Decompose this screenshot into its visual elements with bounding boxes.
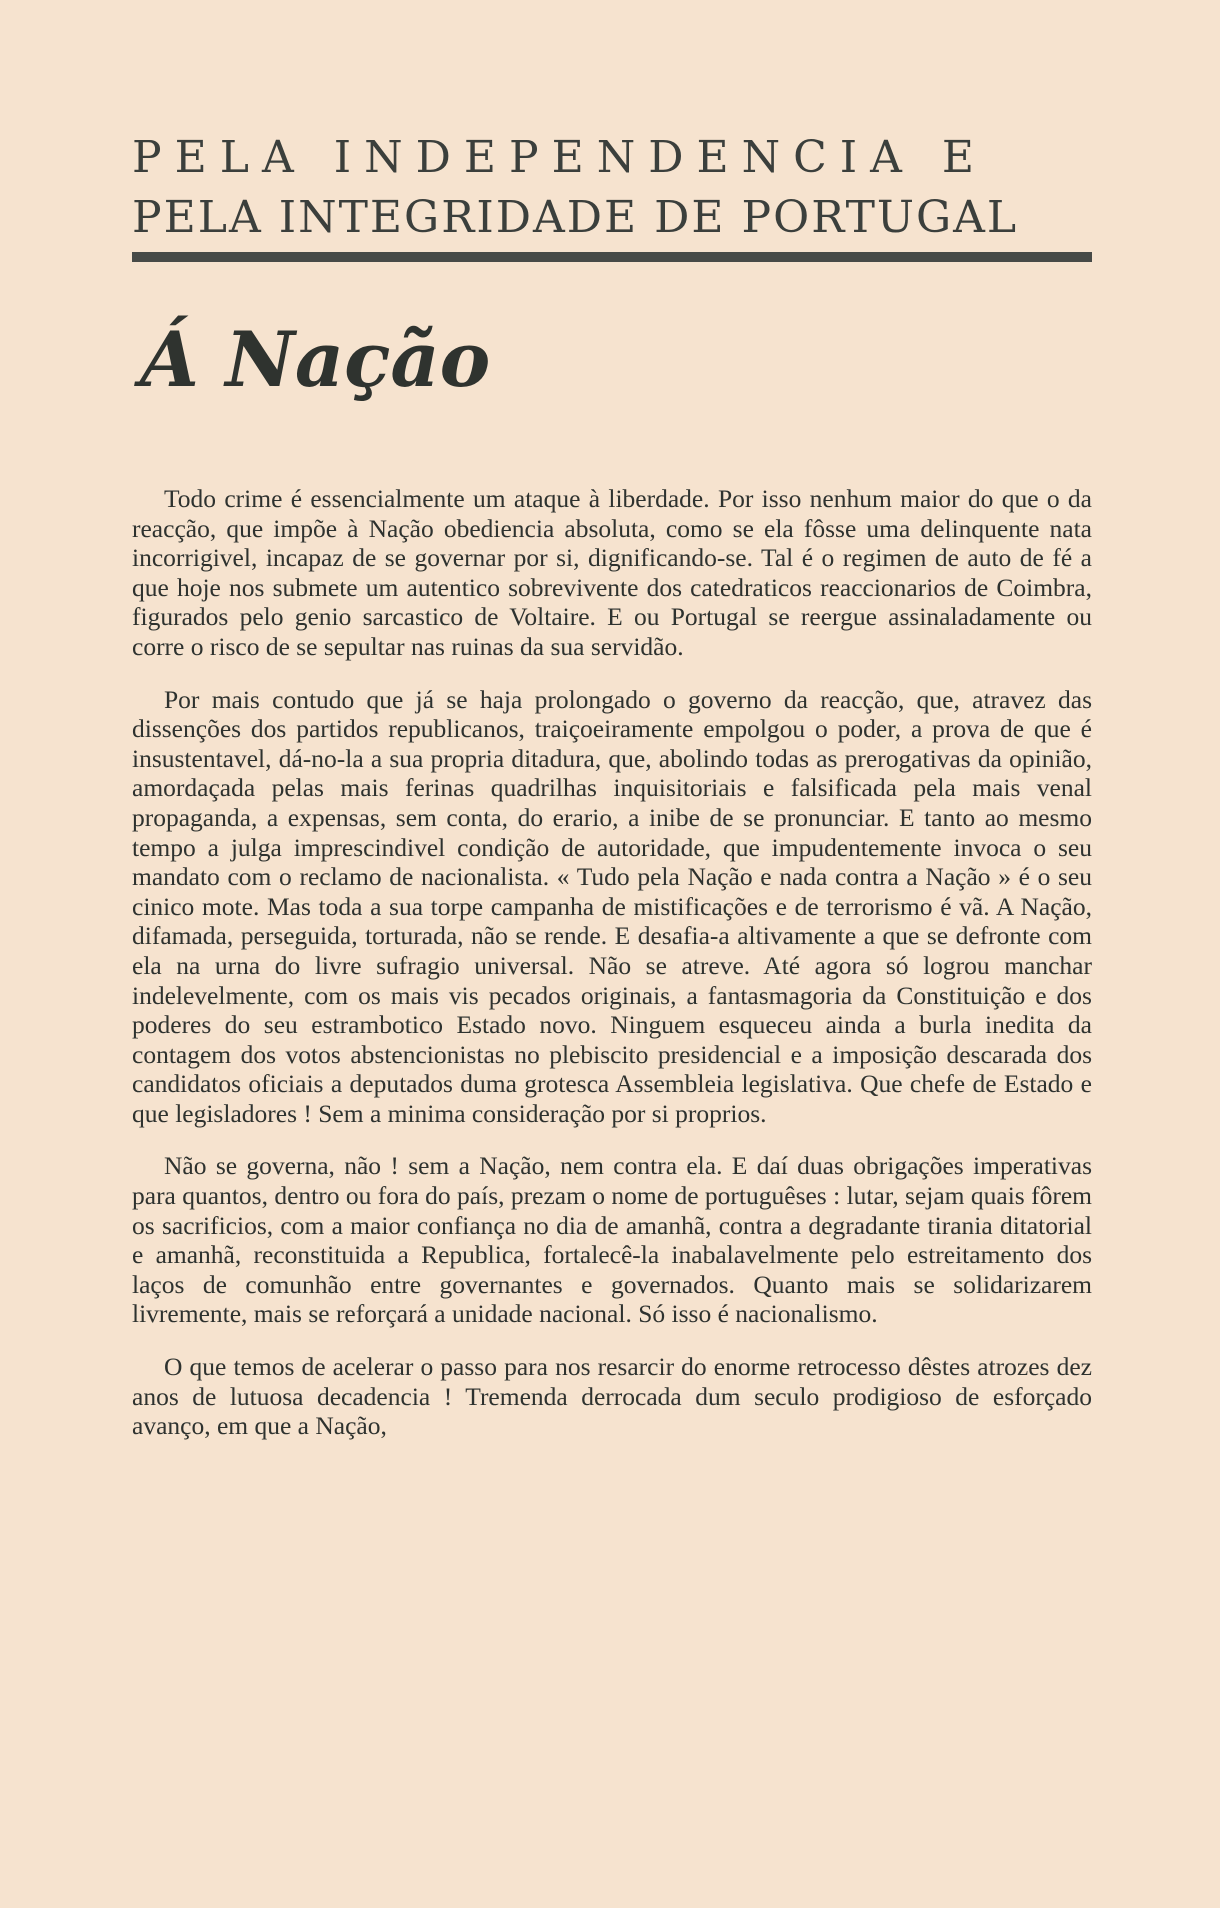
salutation-heading: Á Nação — [140, 315, 491, 404]
body-text — [132, 484, 1092, 1464]
header-line-2: PELA INTEGRIDADE DE PORTUGAL — [132, 192, 1019, 243]
document-header — [132, 128, 1092, 248]
paragraph-4: O que temos de acelerar o passo para nos resarcir do enorme retrocesso dêstes atrozes dez anos de lutuosa decadencia ! Tremenda derrocada dum seculo prodigioso de esforçado avanço, em que a Nação, — [132, 1352, 1092, 1441]
header-line-1: PELA INDEPENDENCIA E — [132, 132, 988, 183]
paragraph-1: Todo crime é essencialmente um ataque à liberdade. Por isso nenhum maior do que o da reacção, que impõe à Nação obediencia absoluta, como se ela fôsse uma delinquente nata incorrigivel, incapaz de se governar por si, dignificando-se. Tal é o regimen de auto de fé a que hoje nos submete um autentico sobrevivente dos catedraticos reaccionarios de Coimbra, figurados pelo genio sarcastico de Voltaire. E ou Portugal se reergue assinaladamente ou corre o risco de se sepultar nas ruinas da sua servidão. — [132, 484, 1092, 661]
paragraph-3: Não se governa, não ! sem a Nação, nem contra ela. E daí duas obrigações imperativas para quantos, dentro ou fora do país, prezam o nome de portuguêses : lutar, sejam quais fôrem os sacrificios, com a maior confiança no dia de amanhã, contra a degradante tirania ditatorial e amanhã, reconstituida a Republica, fortalecê-la inabalavelmente pelo estreitamento dos laços de comunhão entre governantes e governados. Quanto mais se solidarizarem livremente, mais se reforçará a unidade nacional. Só isso é nacionalismo. — [132, 1151, 1092, 1329]
paragraph-2: Por mais contudo que já se haja prolongado o governo da reacção, que, atravez das dissenções dos partidos republicanos, traiçoeiramente empolgou o poder, a prova de que é insustentavel, dá-no-la a sua propria ditadura, que, abolindo todas as prerogativas da opinião, amordaçada pelas mais ferinas quadrilhas inquisitoriais e falsificada pela mais venal propaganda, a expensas, sem conta, do erario, a inibe de se pronunciar. E tanto ao mesmo tempo a julga imprescindivel condição de autoridade, que impudentemente invoca o seu mandato com o reclamo de nacionalista. « Tudo pela Nação e nada contra a Nação » é o seu cinico mote. Mas toda a sua torpe campanha de mistificações e de terrorismo é vã. A Nação, difamada, perseguida, torturada, não se rende. E desafia-a altivamente a que se defronte com ela na urna do livre sufragio universal. Não se atreve. Até agora só logrou manchar indelevelmente, com os mais vis pecados originais, a fantasmagoria da Constituição e dos poderes do seu estrambotico Estado novo. Ninguem esqueceu ainda a burla inedita da contagem dos votos abstencionistas no plebiscito presidencial e a imposição descarada dos candidatos oficiais a deputados duma grotesca Assembleia legislativa. Que chefe de Estado e que legisladores ! Sem a minima consideração por si proprios. — [132, 684, 1092, 1128]
header-rule — [132, 252, 1092, 262]
